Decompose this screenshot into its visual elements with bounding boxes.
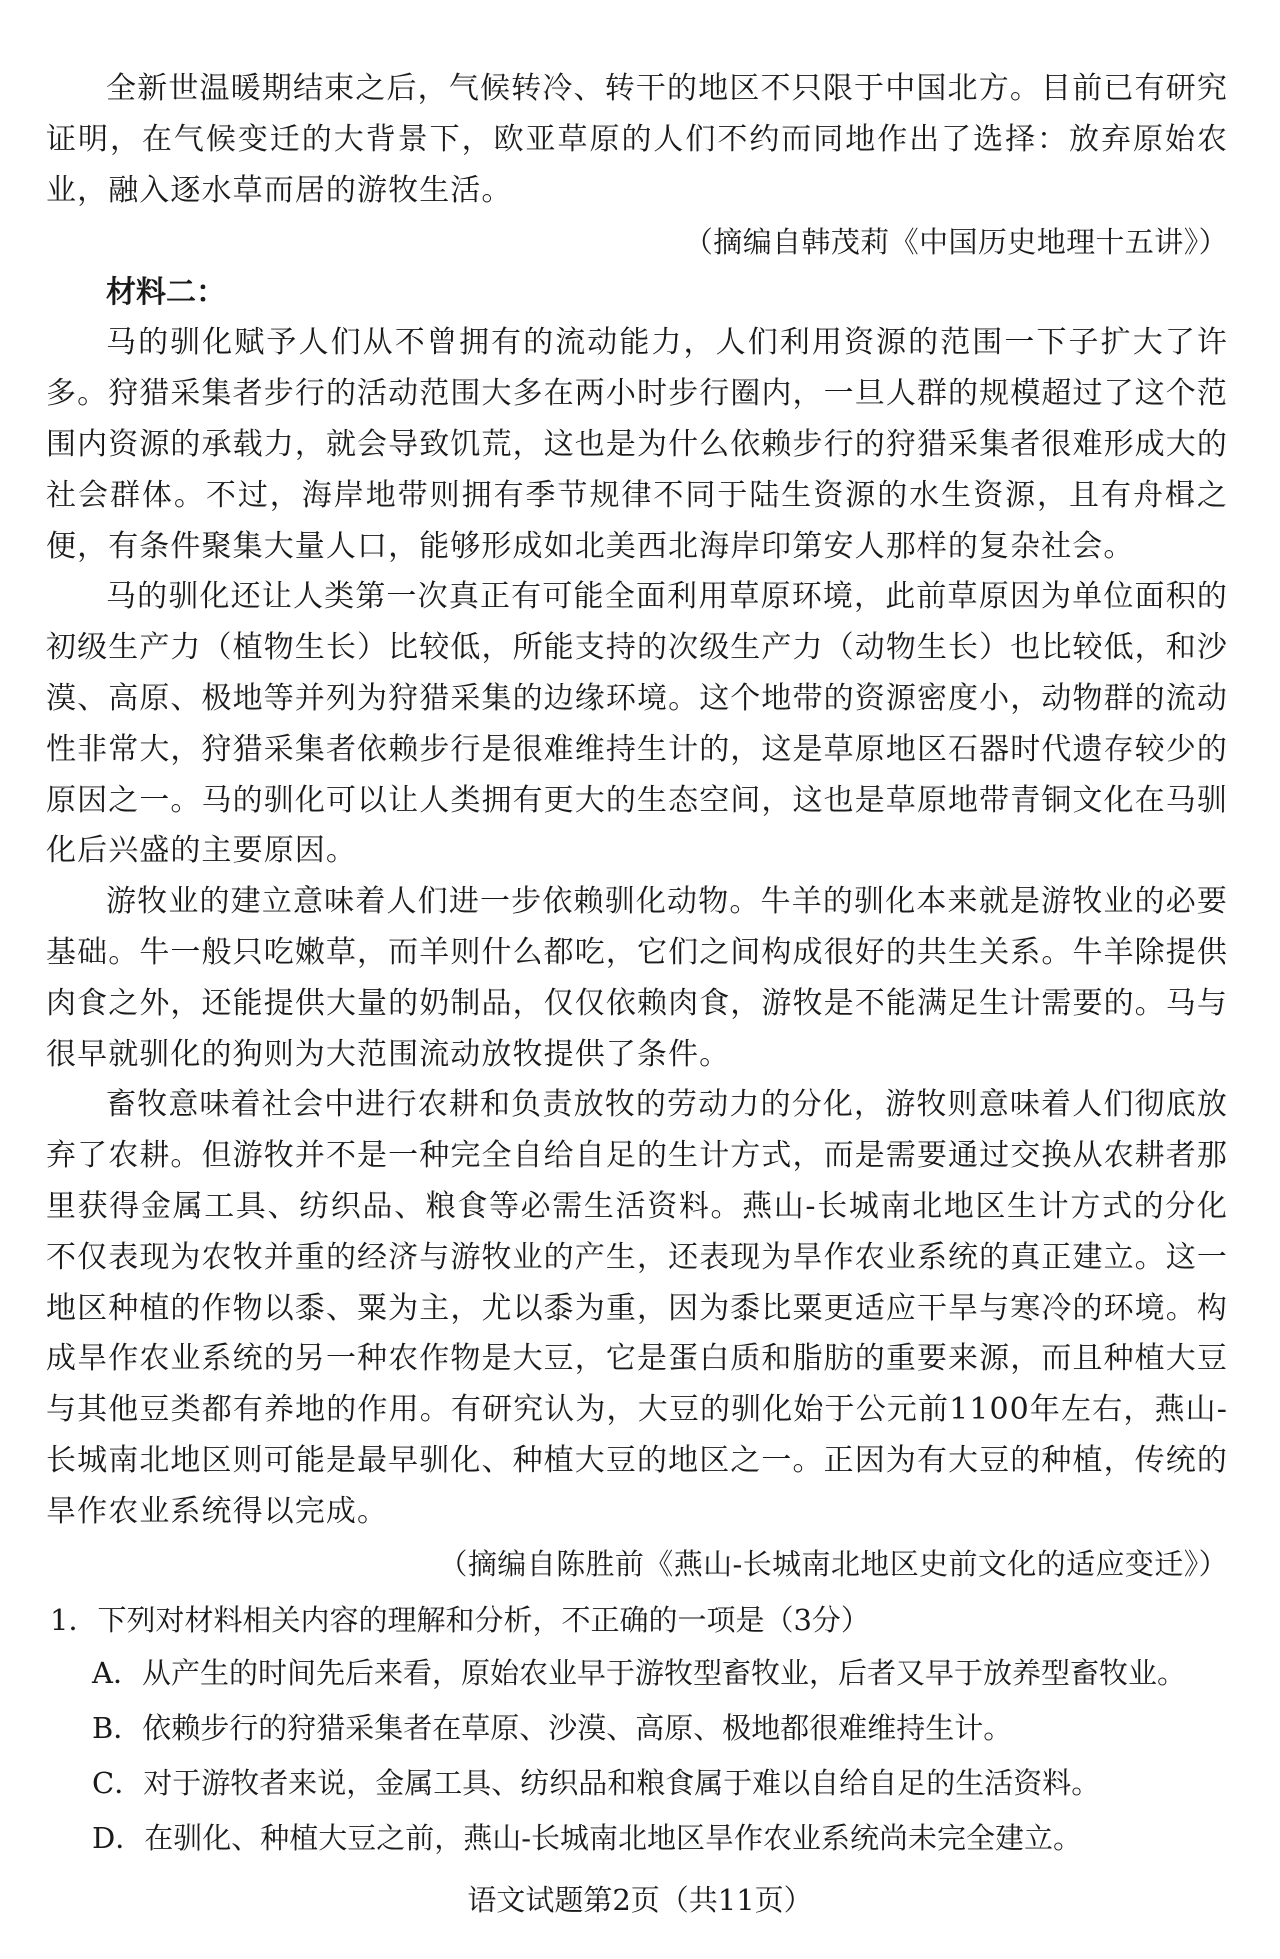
material-one-paragraph: 全新世温暖期结束之后，气候转冷、转干的地区不只限于中国北方。目前已有研究证明，在气候变迁的大背景下，欧亚草原的人们不约而同地作出了选择：放弃原始农业，融入逐水草而居的游牧生活。 — [46, 71, 1228, 208]
material-two-paragraph: 畜牧意味着社会中进行农耕和负责放牧的劳动力的分化，游牧则意味着人们彻底放弃了农耕。但游牧并不是一种完全自给自足的生计方式，而是需要通过交换从农耕者那里获得金属工具、纺织品、粮食等必需生活资料。燕山-长城南北地区生计方式的分化不仅表现为农牧并重的经济与游牧业的产生，还表现为旱作农业系统的真正建立。这一地区种植的作物以黍、粟为主，尤以黍为重，因为黍比粟更适应干旱与寒冷的环境。构成旱作农业系统的另一种农作物是大豆，它是蛋白质和脂肪的重要来源，而且种植大豆与其他豆类都有养地的作用。有研究认为，大豆的驯化始于公元前1100年左右，燕山-长城南北地区则可能是最早驯化、种植大豆的地区之一。正因为有大豆的种植，传统的旱作农业系统得以完成。 — [46, 1087, 1228, 1529]
page-footer: 语文试题第2页（共11页） — [467, 1883, 813, 1917]
material-two-paragraph: 马的驯化还让人类第一次真正有可能全面利用草原环境，此前草原因为单位面积的初级生产力（植物生长）比较低，所能支持的次级生产力（动物生长）也比较低，和沙漠、高原、极地等并列为狩猎采集的边缘环境。这个地带的资源密度小，动物群的流动性非常大，狩猎采集者依赖步行是很难维持生计的，这是草原地区石器时代遗存较少的原因之一。马的驯化可以让人类拥有更大的生态空间，这也是草原地带青铜文化在马驯化后兴盛的主要原因。 — [46, 579, 1228, 869]
option-c: C．对于游牧者来说，金属工具、纺织品和粮食属于难以自给自足的生活资料。 — [92, 1765, 1101, 1800]
material-two-source: （摘编自陈胜前《燕山-长城南北地区史前文化的适应变迁》） — [438, 1546, 1228, 1581]
material-two-paragraph: 马的驯化赋予人们从不曾拥有的流动能力，人们利用资源的范围一下子扩大了许多。狩猎采集者步行的活动范围大多在两小时步行圈内，一旦人群的规模超过了这个范围内资源的承载力，就会导致饥荒，这也是为什么依赖步行的狩猎采集者很难形成大的社会群体。不过，海岸地带则拥有季节规律不同于陆生资源的水生资源，且有舟楫之便，有条件聚集大量人口，能够形成如北美西北海岸印第安人那样的复杂社会。 — [46, 325, 1228, 564]
material-two-paragraph: 游牧业的建立意味着人们进一步依赖驯化动物。牛羊的驯化本来就是游牧业的必要基础。牛一般只吃嫩草，而羊则什么都吃，它们之间构成很好的共生关系。牛羊除提供肉食之外，还能提供大量的奶制品，仅仅依赖肉食，游牧是不能满足生计需要的。马与很早就驯化的狗则为大范围流动放牧提供了条件。 — [46, 884, 1228, 1072]
material-two-heading: 材料二： — [106, 275, 226, 311]
option-b: B．依赖步行的狩猎采集者在草原、沙漠、高原、极地都很难维持生计。 — [92, 1710, 1013, 1745]
option-d: D．在驯化、种植大豆之前，燕山-长城南北地区旱作农业系统尚未完全建立。 — [92, 1820, 1083, 1855]
question-stem: 1．下列对材料相关内容的理解和分析，不正确的一项是（3分） — [50, 1602, 870, 1637]
material-one-source: （摘编自韩茂莉《中国历史地理十五讲》） — [683, 225, 1228, 260]
option-a: A．从产生的时间先后来看，原始农业早于游牧型畜牧业，后者又早于放养型畜牧业。 — [92, 1655, 1186, 1690]
